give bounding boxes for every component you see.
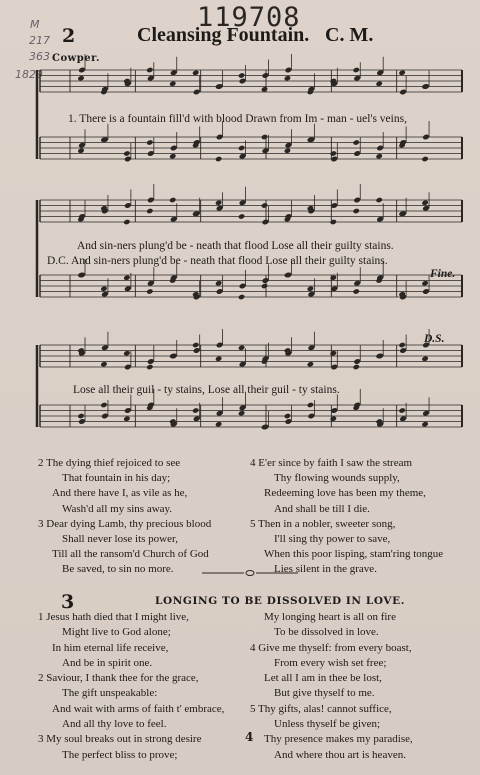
lyrics-line-2: And sin-ners plung'd be - neath that flood Lose all their guilty stains. [77, 240, 394, 252]
signature-mark: 4 [245, 730, 254, 744]
note-head [123, 150, 130, 156]
verse-line: And wait with arms of faith t' embrace, [52, 702, 225, 715]
verse-line: Be saved, to sin no more. [62, 563, 174, 576]
verse-line: I'll sing thy power to save, [274, 533, 391, 546]
handwritten-mark-4: 1829 [15, 68, 43, 81]
note-head [123, 219, 130, 225]
note-head [192, 70, 199, 76]
verse-line: And all thy love to feel. [62, 718, 167, 731]
lyrics-line-1: 1. There is a fountain fill'd with blood Drawn from Im - man - uel's veins, [68, 113, 407, 125]
hymn3-title: LONGING TO BE DISSOLVED IN LOVE. [155, 595, 406, 607]
ds-mark: D.S. [424, 333, 445, 345]
verse-line: In him eternal life receive, [52, 641, 169, 654]
note-head [261, 202, 268, 208]
note-head [398, 407, 405, 413]
note-head [353, 208, 360, 214]
note-head [375, 153, 382, 159]
verse-line: 3 Dear dying Lamb, thy precious blood [38, 517, 212, 530]
note-head [100, 402, 107, 408]
note-head [284, 413, 291, 419]
note-head [123, 350, 130, 356]
hymn-title: Cleansing Fountain. [137, 24, 310, 46]
verse-line: To be dissolved in love. [274, 626, 379, 639]
verse-line: From every wish set free; [274, 656, 387, 669]
lyrics-line-3: D.C. And sin-ners plung'd be - neath that flood Lose all their guilty stains. [47, 255, 388, 267]
verse-line: 4 E'er since by faith I saw the stream [250, 457, 413, 469]
verse-line: But give thyself to me. [274, 687, 375, 700]
note-head [330, 275, 337, 281]
note-head [307, 361, 314, 367]
note-head [421, 200, 428, 206]
verse-line: 1 Jesus hath died that I might live, [38, 611, 189, 623]
note-head [398, 342, 405, 348]
note-head [330, 350, 337, 356]
note-head [77, 75, 84, 81]
verse-line: 5 Then in a nobler, sweeter song, [250, 517, 396, 530]
note-head [353, 139, 360, 145]
section-divider [200, 566, 300, 580]
note-head [421, 421, 428, 427]
verse-line: And be in spirit one. [62, 656, 153, 669]
note-head [238, 72, 245, 78]
verse-line: The gift unspeakable: [62, 687, 158, 700]
hymn3-right-column [250, 610, 413, 763]
note-head [261, 134, 268, 140]
hymn-meter: C. M. [325, 24, 374, 46]
note-head [192, 407, 199, 413]
note-head [215, 200, 222, 206]
verses-left-column [38, 456, 211, 578]
verse-line: Thy presence makes my paradise, [264, 733, 413, 746]
verse-line: Till all the ransom'd Church of God [52, 548, 209, 561]
note-head [146, 67, 153, 73]
handwritten-mark-3: 363 [29, 50, 50, 63]
handwritten-mark-1: M [30, 18, 40, 31]
note-head [421, 356, 428, 362]
note-head [238, 345, 245, 351]
note-head [100, 286, 107, 292]
note-head [146, 139, 153, 145]
note-head [215, 280, 222, 286]
verse-line: When this poor lisping, stam'ring tongue [264, 548, 444, 561]
note-head [353, 364, 360, 370]
verse-line: The perfect bliss to prove; [62, 748, 178, 761]
verse-line: Unless thyself be given; [274, 718, 381, 731]
verse-line: Redeeming love has been my theme, [264, 487, 426, 500]
verse-line: 2 Saviour, I thank thee for the grace, [38, 672, 199, 685]
note-head [238, 294, 245, 300]
note-head [215, 156, 222, 162]
note-head [330, 150, 337, 156]
note-head [421, 280, 428, 286]
note-head [307, 286, 314, 292]
note-head [238, 145, 245, 151]
hymn3-number: 3 [61, 591, 75, 613]
hymn-author: Cowper. [52, 53, 100, 64]
verse-line: Let all I am in thee be lost, [264, 672, 382, 685]
verse-line: Thy flowing wounds supply, [274, 472, 400, 485]
note-head [169, 81, 176, 87]
note-head [284, 148, 291, 154]
note-head [330, 219, 337, 225]
note-head [192, 342, 199, 348]
verses-right-column [250, 456, 443, 578]
verse-line: Lies silent in the grave. [274, 563, 377, 576]
note-head [307, 402, 314, 408]
note-head [146, 208, 153, 214]
note-head [123, 416, 130, 422]
note-head [353, 67, 360, 73]
note-head [375, 81, 382, 87]
verse-line: And there have I, as vile as he, [52, 487, 188, 500]
note-head [169, 197, 176, 203]
note-head [284, 75, 291, 81]
verse-line: And where thou art is heaven. [274, 748, 406, 761]
note-head [169, 153, 176, 159]
hymn-stamp-number: 119708 [197, 2, 301, 33]
verse-line: Shall never lose its power, [62, 533, 178, 546]
note-head [238, 213, 245, 219]
lyrics-line-4: Lose all their guil - ty stains, Lose all their guil - ty stains. [73, 384, 340, 396]
page-number: 2 [62, 25, 76, 47]
note-head [215, 421, 222, 427]
note-head [123, 275, 130, 281]
note-head [375, 197, 382, 203]
verse-line: 2 The dying thief rejoiced to see [38, 457, 181, 469]
note-head [261, 283, 268, 289]
note-head [421, 156, 428, 162]
note-head [77, 413, 84, 419]
fine-mark: Fine. [430, 268, 456, 280]
note-head [353, 288, 360, 294]
note-head [146, 364, 153, 370]
verse-line: 5 Thy gifts, alas! cannot suffice, [250, 702, 392, 715]
handwritten-mark-2: 217 [29, 34, 50, 47]
verse-line: Wash'd all my sins away. [62, 502, 173, 515]
note-head [330, 416, 337, 422]
note-head [238, 410, 245, 416]
verse-line: Might live to God alone; [62, 626, 171, 639]
verse-line: And shall be till I die. [274, 502, 370, 515]
verse-line: 3 My soul breaks out in strong desire [38, 733, 202, 746]
note-head [261, 86, 268, 92]
note-head [146, 288, 153, 294]
note-head [215, 356, 222, 362]
verse-line: That fountain in his day; [62, 472, 171, 485]
verse-line: 4 Give me thyself: from every boast, [250, 641, 412, 654]
note-head [100, 361, 107, 367]
verse-line: My longing heart is all on fire [264, 611, 396, 623]
hymn3-left-column [38, 610, 224, 763]
note-head [398, 70, 405, 76]
note-head [77, 148, 84, 154]
